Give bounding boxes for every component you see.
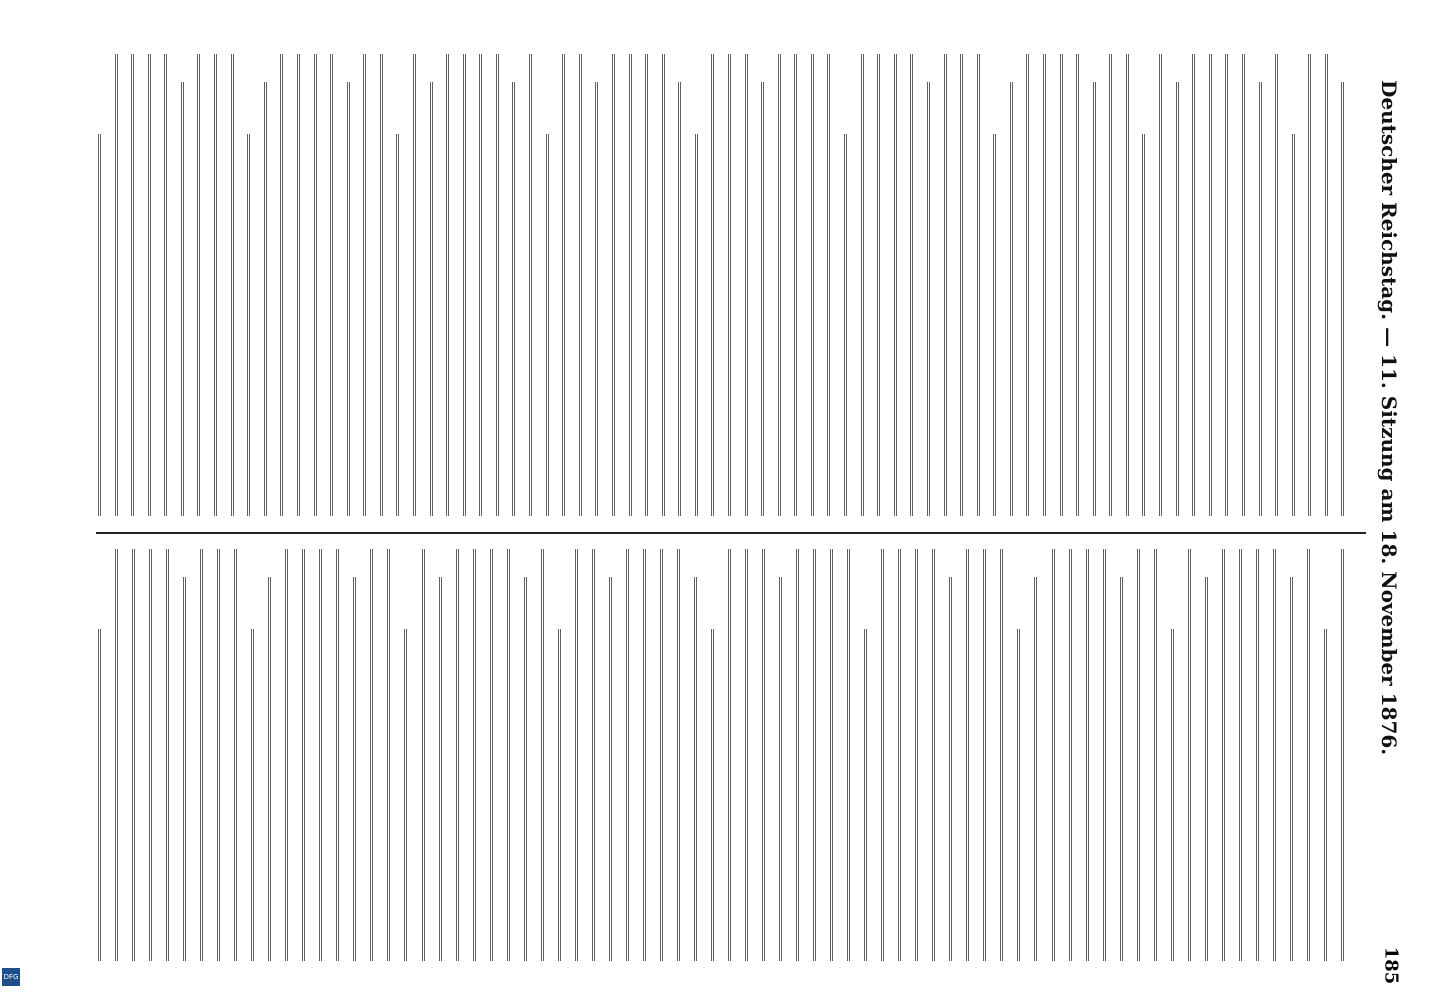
text-line bbox=[629, 54, 633, 516]
text-line bbox=[861, 54, 865, 516]
text-line bbox=[164, 54, 168, 516]
text-line bbox=[1222, 549, 1226, 961]
text-line bbox=[1188, 549, 1192, 961]
text-line bbox=[463, 54, 467, 516]
text-line bbox=[1341, 82, 1345, 516]
text-line bbox=[779, 577, 783, 961]
text-line bbox=[251, 629, 255, 961]
text-line bbox=[612, 54, 616, 516]
text-line bbox=[609, 577, 613, 961]
text-line bbox=[1273, 549, 1277, 961]
text-line bbox=[745, 54, 749, 516]
text-line bbox=[830, 549, 834, 961]
upper-column bbox=[96, 50, 1366, 520]
text-line bbox=[490, 549, 494, 961]
text-line bbox=[496, 54, 500, 516]
text-line bbox=[761, 82, 765, 516]
text-line bbox=[1043, 54, 1047, 516]
text-line bbox=[1060, 54, 1064, 516]
text-line bbox=[694, 577, 698, 961]
text-line bbox=[1126, 54, 1130, 516]
text-line bbox=[562, 54, 566, 516]
text-line bbox=[132, 549, 136, 961]
text-line bbox=[197, 54, 201, 516]
text-line bbox=[387, 549, 391, 961]
text-line bbox=[949, 577, 953, 961]
text-line bbox=[1026, 54, 1030, 516]
text-line bbox=[864, 629, 868, 961]
text-line bbox=[1109, 54, 1113, 516]
text-line bbox=[677, 549, 681, 961]
text-line bbox=[285, 549, 289, 961]
text-line bbox=[234, 549, 238, 961]
text-line bbox=[541, 549, 545, 961]
text-line bbox=[297, 54, 301, 516]
text-line bbox=[960, 54, 964, 516]
header-strip bbox=[1367, 40, 1411, 985]
dfg-logo-icon: DFG bbox=[2, 968, 20, 986]
text-line bbox=[314, 54, 318, 516]
text-line bbox=[1290, 577, 1294, 961]
text-line bbox=[1341, 549, 1345, 961]
text-sheet bbox=[96, 40, 1411, 985]
text-line bbox=[1159, 54, 1163, 516]
text-line bbox=[660, 549, 664, 961]
text-line bbox=[1308, 54, 1312, 516]
page-header: Deutscher Reichstag. — 11. Sitzung am 18. November 1876. bbox=[1377, 80, 1401, 756]
text-line bbox=[910, 54, 914, 516]
text-line bbox=[1120, 577, 1124, 961]
text-line bbox=[944, 54, 948, 516]
text-line bbox=[592, 549, 596, 961]
text-line bbox=[1242, 54, 1246, 516]
text-line bbox=[927, 82, 931, 516]
text-line bbox=[456, 549, 460, 961]
text-line bbox=[183, 577, 187, 961]
text-line bbox=[280, 54, 284, 516]
text-line bbox=[302, 549, 306, 961]
text-line bbox=[894, 54, 898, 516]
text-line bbox=[827, 54, 831, 516]
text-line bbox=[200, 549, 204, 961]
text-line bbox=[181, 82, 185, 516]
text-line bbox=[214, 54, 218, 516]
text-line bbox=[1142, 134, 1146, 516]
text-line bbox=[1154, 549, 1158, 961]
text-line bbox=[745, 549, 749, 961]
text-line bbox=[1137, 549, 1141, 961]
digitization-credit bbox=[8, 20, 28, 980]
text-line bbox=[1086, 549, 1090, 961]
text-line bbox=[413, 54, 417, 516]
text-line bbox=[507, 549, 511, 961]
text-line bbox=[1076, 54, 1080, 516]
text-line bbox=[811, 54, 815, 516]
lower-column bbox=[96, 545, 1366, 965]
text-line bbox=[847, 549, 851, 961]
text-line bbox=[512, 82, 516, 516]
text-line bbox=[915, 549, 919, 961]
text-line bbox=[778, 54, 782, 516]
text-line bbox=[149, 549, 153, 961]
text-line bbox=[404, 629, 408, 961]
text-line bbox=[1192, 54, 1196, 516]
text-line bbox=[662, 54, 666, 516]
text-line bbox=[353, 577, 357, 961]
text-line bbox=[794, 54, 798, 516]
text-line bbox=[1225, 54, 1229, 516]
text-line bbox=[595, 82, 599, 516]
text-line bbox=[1259, 82, 1263, 516]
text-line bbox=[347, 82, 351, 516]
text-line bbox=[728, 549, 732, 961]
text-line bbox=[983, 549, 987, 961]
text-line bbox=[98, 629, 102, 961]
text-line bbox=[524, 577, 528, 961]
text-line bbox=[430, 82, 434, 516]
text-line bbox=[796, 549, 800, 961]
text-line bbox=[1103, 549, 1107, 961]
text-line bbox=[844, 134, 848, 516]
text-line bbox=[473, 549, 477, 961]
text-line bbox=[217, 549, 221, 961]
text-line bbox=[558, 629, 562, 961]
text-line bbox=[579, 54, 583, 516]
text-line bbox=[898, 549, 902, 961]
text-line bbox=[115, 549, 119, 961]
text-line bbox=[439, 577, 443, 961]
text-line bbox=[813, 549, 817, 961]
text-line bbox=[678, 82, 682, 516]
text-line bbox=[575, 549, 579, 961]
text-line bbox=[877, 54, 881, 516]
text-line bbox=[446, 54, 450, 516]
text-line bbox=[1000, 549, 1004, 961]
text-line bbox=[166, 549, 170, 961]
text-line bbox=[1307, 549, 1311, 961]
text-line bbox=[370, 549, 374, 961]
text-line bbox=[1052, 549, 1056, 961]
text-line bbox=[115, 54, 119, 516]
text-line bbox=[380, 54, 384, 516]
text-line bbox=[396, 134, 400, 516]
text-line bbox=[231, 54, 235, 516]
text-line bbox=[319, 549, 323, 961]
page-number: 185 bbox=[1380, 946, 1402, 985]
text-line bbox=[98, 134, 102, 516]
text-line bbox=[529, 54, 533, 516]
text-line bbox=[711, 629, 715, 961]
text-line bbox=[645, 54, 649, 516]
text-line bbox=[546, 134, 550, 516]
text-line bbox=[993, 134, 997, 516]
text-line bbox=[1292, 134, 1296, 516]
text-line bbox=[977, 54, 981, 516]
text-line bbox=[268, 577, 272, 961]
text-line bbox=[336, 549, 340, 961]
text-line bbox=[264, 82, 268, 516]
text-line bbox=[1205, 577, 1209, 961]
text-line bbox=[330, 54, 334, 516]
text-line bbox=[626, 549, 630, 961]
text-line bbox=[966, 549, 970, 961]
text-line bbox=[1010, 82, 1014, 516]
text-line bbox=[131, 54, 135, 516]
text-line bbox=[1171, 629, 1175, 961]
text-line bbox=[881, 549, 885, 961]
text-line bbox=[422, 549, 426, 961]
text-line bbox=[711, 54, 715, 516]
text-line bbox=[1069, 549, 1073, 961]
column-divider bbox=[96, 532, 1366, 534]
text-line bbox=[1239, 549, 1243, 961]
text-line bbox=[762, 549, 766, 961]
text-line bbox=[363, 54, 367, 516]
text-line bbox=[479, 54, 483, 516]
text-line bbox=[695, 134, 699, 516]
text-line bbox=[1209, 54, 1213, 516]
text-line bbox=[1034, 577, 1038, 961]
text-line bbox=[1275, 54, 1279, 516]
text-line bbox=[1176, 82, 1180, 516]
text-line bbox=[1093, 82, 1097, 516]
text-line bbox=[643, 549, 647, 961]
text-line bbox=[1324, 629, 1328, 961]
text-line bbox=[247, 134, 251, 516]
text-line bbox=[1325, 54, 1329, 516]
text-line bbox=[148, 54, 152, 516]
text-line bbox=[1256, 549, 1260, 961]
text-line bbox=[728, 54, 732, 516]
text-line bbox=[1017, 629, 1021, 961]
text-line bbox=[932, 549, 936, 961]
